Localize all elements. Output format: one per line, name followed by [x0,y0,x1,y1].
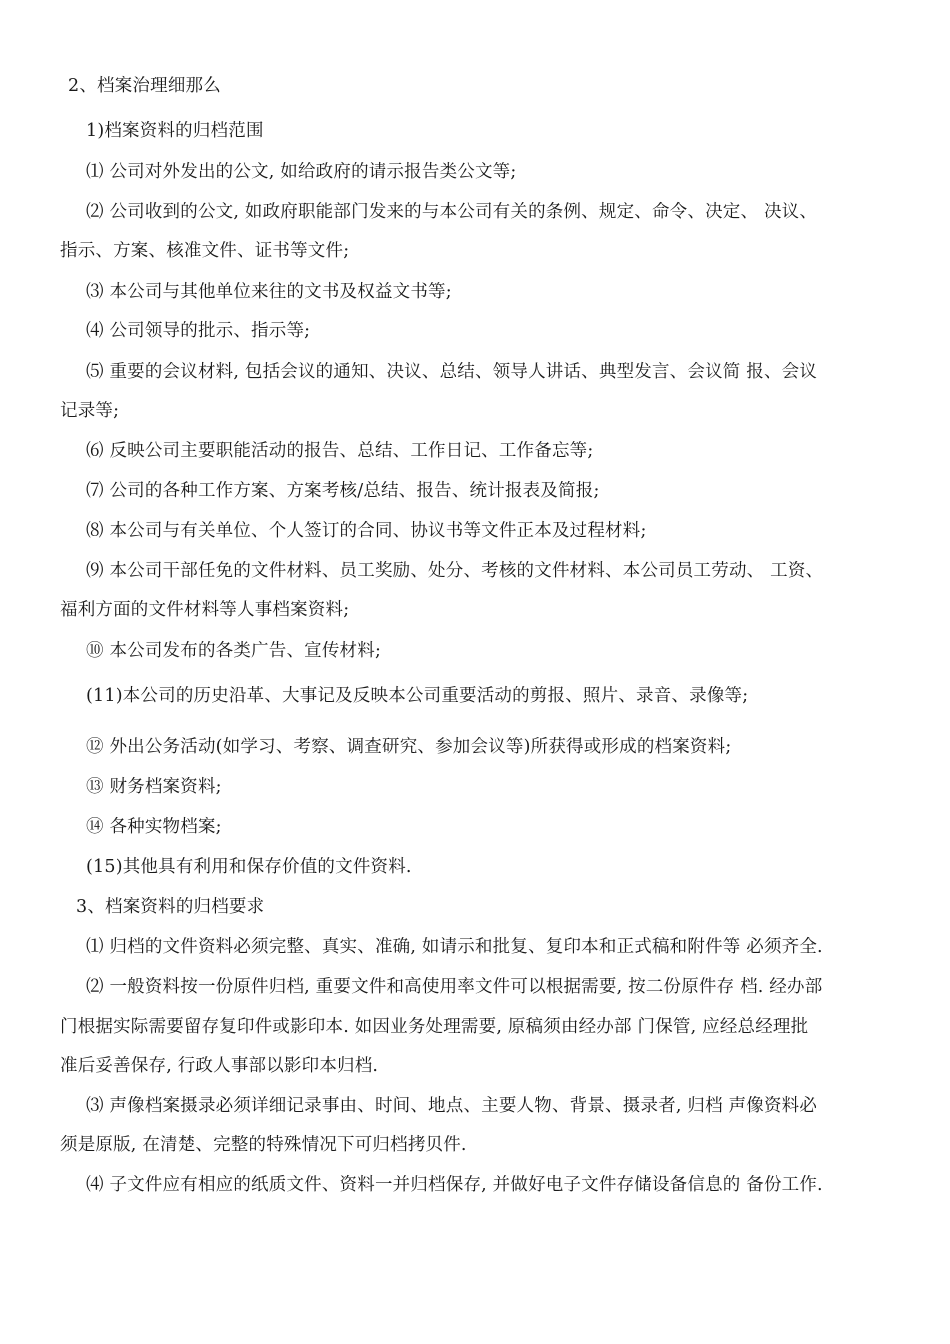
section-2-heading: 2、档案治理细那么 [68,76,221,96]
requirement-item-3-cont: 须是原版, 在清楚、完整的特殊情况下可归档拷贝件. [60,1135,467,1155]
scope-item-12: ⑫ 外出公务活动(如学习、考察、调查研究、参加会议等)所获得或形成的档案资料; [86,737,732,757]
scope-item-13: ⑬ 财务档案资料; [86,777,222,797]
requirement-item-2-cont-2: 准后妥善保存, 行政人事部以影印本归档. [60,1056,379,1076]
scope-item-8: ⑻ 本公司与有关单位、个人签订的合同、协议书等文件正本及过程材料; [86,521,647,541]
scope-item-15: (15)其他具有利用和保存价值的文件资料. [86,857,412,877]
scope-item-14: ⑭ 各种实物档案; [86,817,222,837]
scope-item-5: ⑸ 重要的会议材料, 包括会议的通知、决议、总结、领导人讲话、典型发言、会议简 报、会议 [86,362,818,382]
scope-item-2: ⑵ 公司收到的公文, 如政府职能部门发来的与本公司有关的条例、规定、命令、决定、 决议、 [86,202,818,222]
requirement-item-3: ⑶ 声像档案摄录必须详细记录事由、时间、地点、主要人物、背景、摄录者, 归档 声像资料必 [86,1096,818,1116]
scope-item-4: ⑷ 公司领导的批示、指示等; [86,321,311,341]
scope-item-1: ⑴ 公司对外发出的公文, 如给政府的请示报告类公文等; [86,162,517,182]
scope-item-7: ⑺ 公司的各种工作方案、方案考核/总结、报告、统计报表及简报; [86,481,600,501]
subsection-1-heading: 1)档案资料的归档范围 [86,121,264,141]
requirement-item-4: ⑷ 子文件应有相应的纸质文件、资料一并归档保存, 并做好电子文件存储设备信息的 备份工作. [86,1175,823,1195]
scope-item-2-cont: 指示、方案、核准文件、证书等文件; [60,241,350,261]
scope-item-10: ⑩ 本公司发布的各类广告、宣传材料; [86,641,382,661]
requirement-item-1: ⑴ 归档的文件资料必须完整、真实、准确, 如请示和批复、复印本和正式稿和附件等 必须齐全. [86,937,823,957]
scope-item-6: ⑹ 反映公司主要职能活动的报告、总结、工作日记、工作备忘等; [86,441,594,461]
scope-item-9-cont: 福利方面的文件材料等人事档案资料; [60,600,350,620]
scope-item-11: (11)本公司的历史沿革、大事记及反映本公司重要活动的剪报、照片、录音、录像等; [86,686,749,706]
scope-item-9: ⑼ 本公司干部任免的文件材料、员工奖励、处分、考核的文件材料、本公司员工劳动、 工资、 [86,561,824,581]
scope-item-3: ⑶ 本公司与其他单位来往的文书及权益文书等; [86,282,452,302]
requirement-item-2-cont-1: 门根据实际需要留存复印件或影印本. 如因业务处理需要, 原稿须由经办部 门保管, 应经总经理批 [60,1017,809,1037]
scope-item-5-cont: 记录等; [60,401,120,421]
section-3-heading: 3、档案资料的归档要求 [76,897,265,917]
requirement-item-2: ⑵ 一般资料按一份原件归档, 重要文件和高使用率文件可以根据需要, 按二份原件存 档. 经办部 [86,977,823,997]
